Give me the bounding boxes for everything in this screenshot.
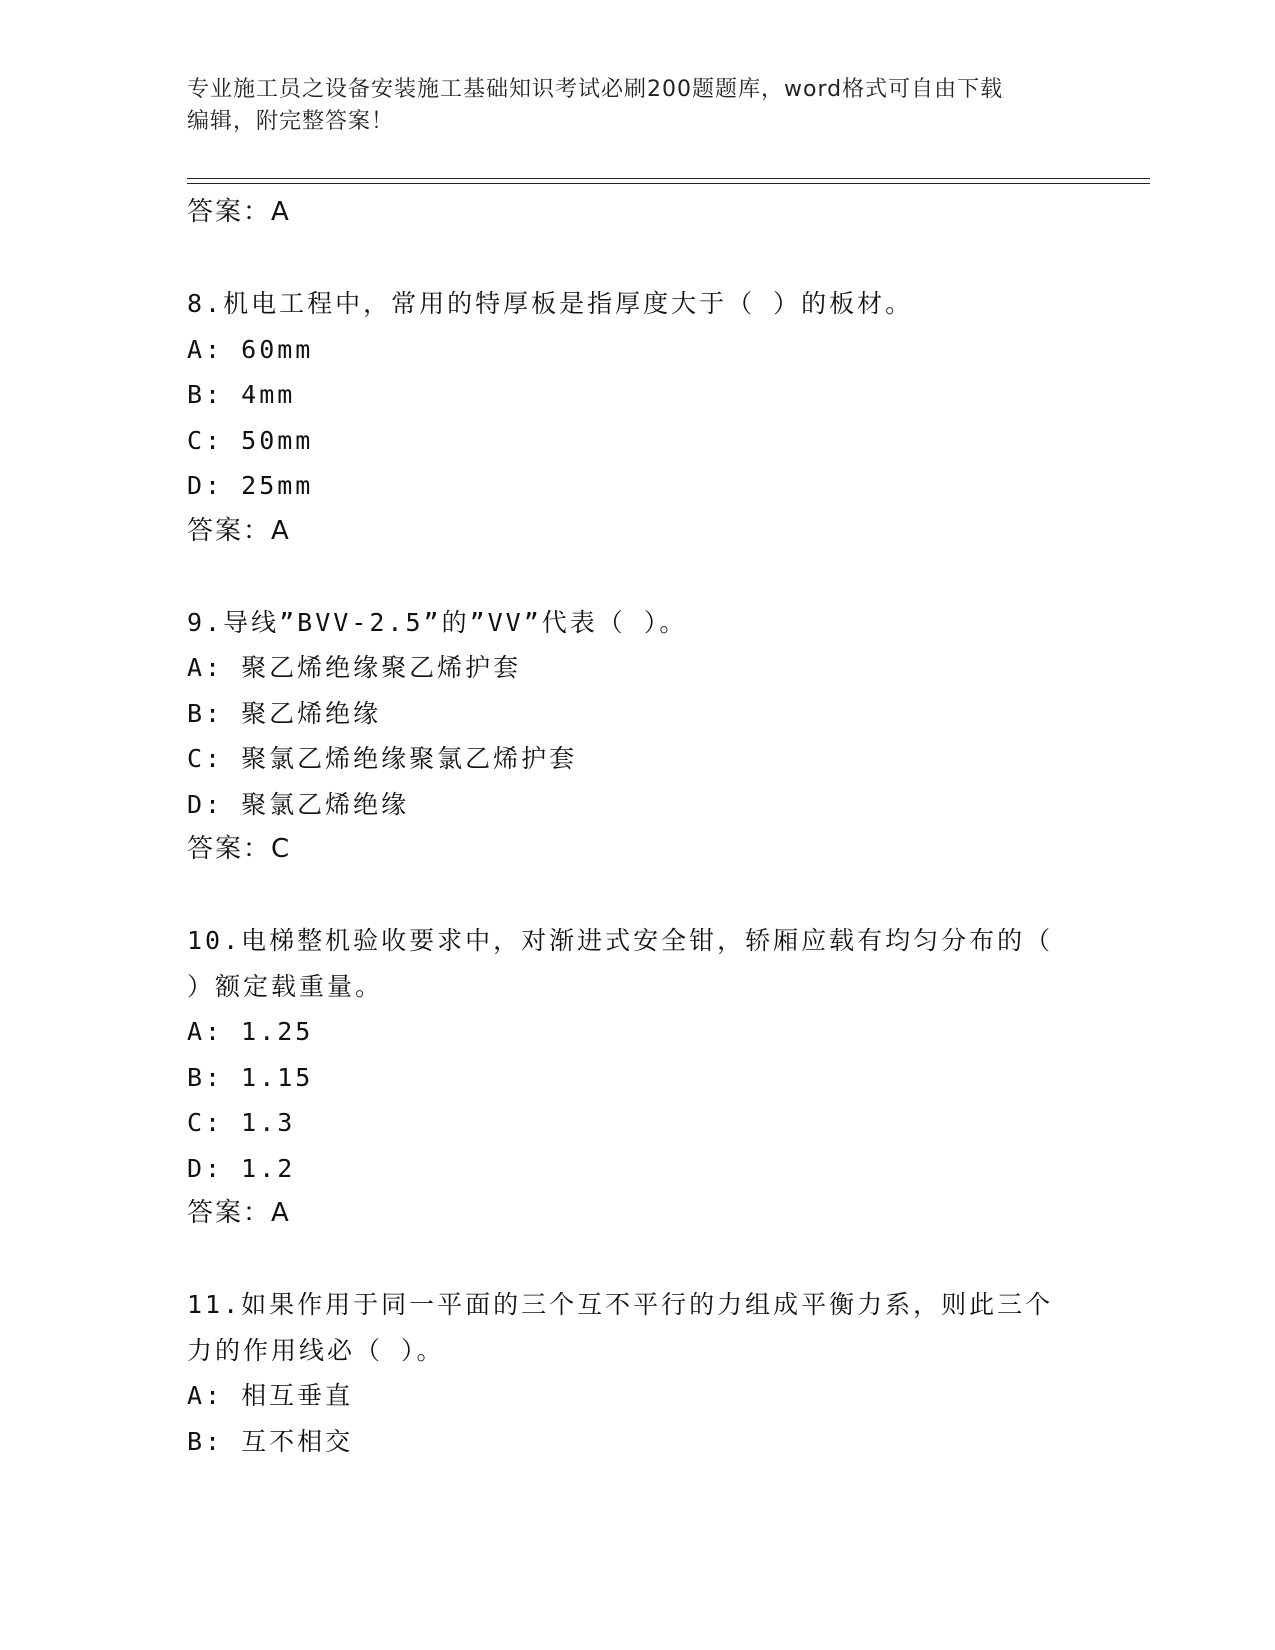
option-c: C: 50mm <box>187 425 314 455</box>
option-a: A: 相互垂直 <box>187 1381 354 1410</box>
question-text: 8.机电工程中，常用的特厚板是指厚度大于（ ）的板材。 <box>187 289 914 318</box>
question-text-line-2: ）额定载重量。 <box>187 971 384 1001</box>
question-text-line-1: 11.如果作用于同一平面的三个互不平行的力组成平衡力系，则此三个 <box>187 1290 1054 1319</box>
answer: 答案：A <box>187 1198 291 1228</box>
option-d: D: 1.2 <box>187 1153 296 1183</box>
option-a: A: 1.25 <box>187 1017 314 1046</box>
option-c: C: 聚氯乙烯绝缘聚氯乙烯护套 <box>187 744 578 773</box>
question-block <box>187 1282 1087 1464</box>
question-block <box>187 281 1087 554</box>
question-block <box>187 918 1087 1237</box>
option-d: D: 25mm <box>187 471 314 500</box>
header-line-2: 编辑，附完整答案！ <box>187 109 395 134</box>
question-text-line-1: 10.电梯整机验收要求中，对渐进式安全钳，轿厢应载有均匀分布的（ <box>187 926 1054 955</box>
answer: 答案：A <box>187 515 291 546</box>
option-a: A: 聚乙烯绝缘聚乙烯护套 <box>187 653 522 682</box>
previous-answer: 答案：A <box>187 197 291 227</box>
question-list <box>187 190 1087 1464</box>
option-b: B: 4mm <box>187 380 296 409</box>
option-d: D: 聚氯乙烯绝缘 <box>187 789 410 819</box>
option-b: B: 互不相交 <box>187 1426 354 1456</box>
question-block <box>187 600 1087 873</box>
header-divider-bottom <box>187 183 1150 184</box>
option-b: B: 聚乙烯绝缘 <box>187 698 382 728</box>
header-line-1: 专业施工员之设备安装施工基础知识考试必刷200题题库，word格式可自由下载 <box>187 77 1004 102</box>
answer: 答案：C <box>187 834 292 864</box>
option-c: C: 1.3 <box>187 1108 296 1137</box>
document-header <box>187 74 1067 138</box>
option-a: A: 60mm <box>187 334 314 364</box>
question-text-line-2: 力的作用线必（ ）。 <box>187 1335 445 1365</box>
header-divider-top <box>187 178 1150 179</box>
option-b: B: 1.15 <box>187 1062 314 1092</box>
question-text: 9.导线”BVV-2.5”的”VV”代表（ ）。 <box>187 607 688 637</box>
